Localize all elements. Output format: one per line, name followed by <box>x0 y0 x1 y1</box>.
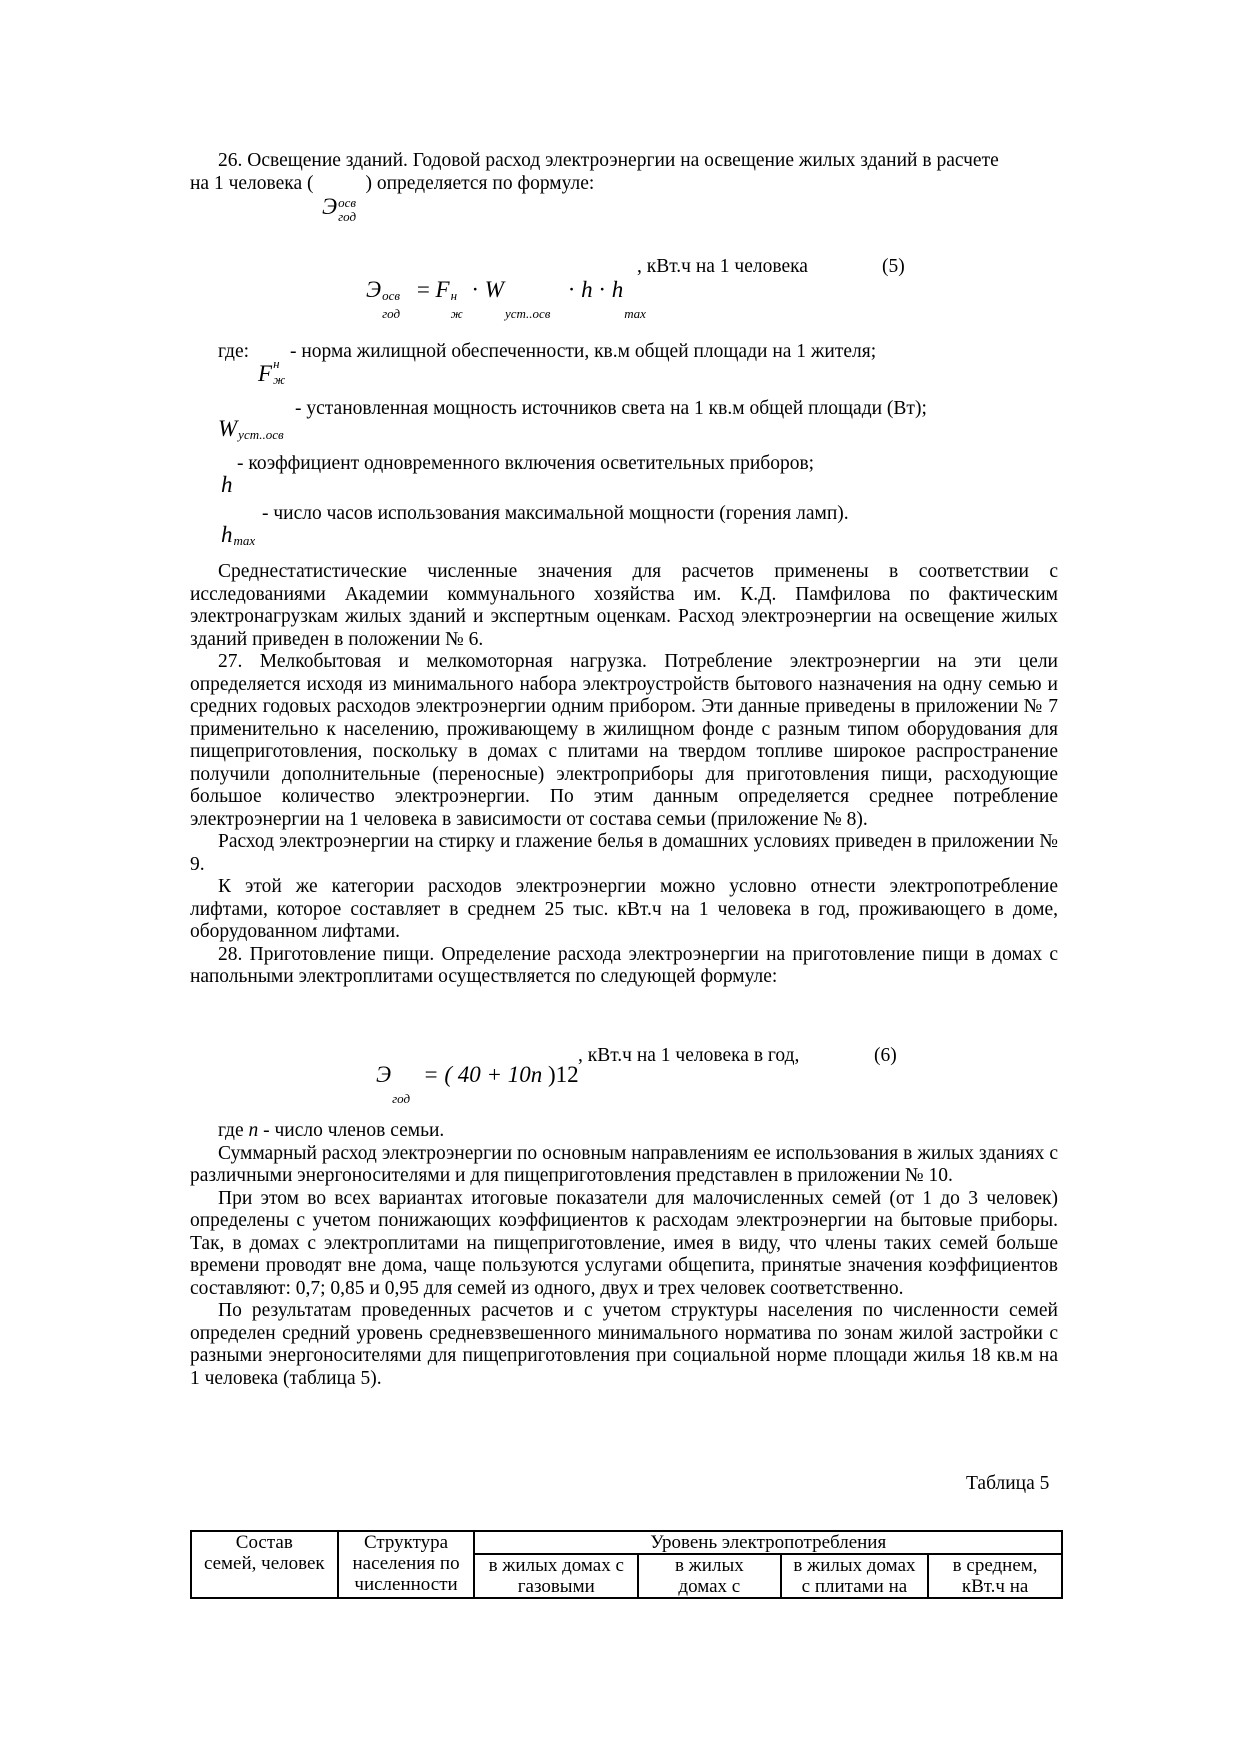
formula5 <box>366 277 649 321</box>
th-gas <box>474 1554 638 1598</box>
sup-osv: осв <box>338 195 356 210</box>
p-laundry: Расход электроэнергии на стирку и глажение белья в домашних условиях приведен в приложении № 9. <box>190 831 1058 875</box>
th-struct-2: населения по <box>352 1553 460 1574</box>
p-where-n <box>190 1120 1058 1143</box>
p-total: Суммарный расход электроэнергии по основным направлениям ее использования в жилых зданиях с различными энергоносителями и для пищеприготовления представлен в приложении № 10. <box>190 1142 1058 1186</box>
sym-hmax <box>221 522 256 548</box>
p-28: 28. Приготовление пищи. Определение расхода электроэнергии на приготовление пищи в домах с напольными электроплитами осуществляется по следующей формуле: <box>190 943 1058 987</box>
f6-expr-a: = ( 40 + 10 <box>423 1062 531 1087</box>
th-struct <box>338 1531 475 1598</box>
formula5-unit: , кВт.ч на 1 человека <box>637 256 808 277</box>
th-solid-2: с плитами на <box>801 1576 908 1597</box>
sym-f-zh <box>258 356 286 387</box>
sym-h <box>221 474 233 497</box>
sym-f-sup-n: н <box>273 356 280 371</box>
f5-hmax: h <box>611 277 624 302</box>
formula6 <box>376 1062 579 1106</box>
formula6-number: (6) <box>874 1045 897 1066</box>
p-stats: Среднестатистические численные значения для расчетов применены в соответствии с исследованиями Академии коммунального хозяйства им. К.Д. Памфилова по фактическим электронагрузкам жилых зданий и экспертным оценкам. Расход электроэнергии на освещение жилых зданий приведен в положении № 6. <box>190 561 1058 650</box>
sym-w: W <box>218 416 238 441</box>
symbol-e-god-osv <box>322 194 357 224</box>
sym-hmax-letter: h <box>221 522 233 547</box>
p-lifts: К этой же категории расходов электроэнергии можно условно отнести электропотребление лифтами, которое составляет в среднем 25 тыс. кВт.ч на 1 человека в год, проживающего в доме, оборудованном лифтами. <box>190 876 1058 942</box>
f6-sub-god: год <box>392 1091 411 1106</box>
th-average <box>928 1554 1062 1598</box>
p-27: 27. Мелкобытовая и мелкомоторная нагрузка. Потребление электроэнергии на эти цели определяется исходя из минимального набора электроустройств бытового назначения на одну семью и средних годовых расходов электроэнергии одним прибором. Эти данные приведены в приложении № 7 применительно к населению, проживающему в жилищном фонде с разным типом оборудования для пищеприготовления, поскольку в домах с плитами на твердом топливе широкое распространение получили дополнительные (переносные) электроприборы для приготовления пищи, расходующие большое количество электроэнергии. По этим данным определяется среднее потребление электроэнергии на 1 человека в зависимости от состава семьи (приложение № 8). <box>190 651 1058 830</box>
def-w: - установленная мощность источников света на 1 кв.м общей площади (Вт); <box>295 398 927 419</box>
sym-f-sub-zh: ж <box>273 372 286 387</box>
f5-dot1: · <box>471 277 480 302</box>
th-gas-1: в жилых домах с <box>488 1555 624 1576</box>
f6-expr-b: )12 <box>542 1062 579 1087</box>
text-block-1 <box>190 561 1058 989</box>
f5-h: h <box>581 277 593 302</box>
f5-sup-osv: осв <box>382 288 400 303</box>
f6-n: n <box>530 1062 543 1087</box>
f5-dot2: · <box>567 277 576 302</box>
th-average-1: в среднем, <box>952 1555 1038 1576</box>
formula5-number: (5) <box>882 256 905 277</box>
def-hmax: - число часов использования максимальной мощности (горения ламп). <box>262 503 849 524</box>
sym-w-ust <box>218 416 284 442</box>
table-caption: Таблица 5 <box>966 1473 1050 1494</box>
f5-sub-ust: уст..осв <box>504 306 551 321</box>
p26-line2-a: на 1 человека ( <box>190 173 314 194</box>
table-header-row-1 <box>191 1531 1062 1554</box>
sym-f: F <box>258 361 273 386</box>
th-sostav-2: семей, человек <box>203 1553 325 1574</box>
th-sostav <box>191 1531 338 1598</box>
p26-line1: 26. Освещение зданий. Годовой расход электроэнергии на освещение жилых зданий в расчете <box>218 150 999 171</box>
where-label: где: <box>218 341 250 362</box>
f6-e: Э <box>376 1062 392 1087</box>
where-n-var: n <box>248 1120 259 1141</box>
f5-e: Э <box>366 277 382 302</box>
sym-h-letter: h <box>221 472 233 497</box>
f5-sup-n: н <box>450 288 458 303</box>
th-electric-1: в жилых <box>674 1555 744 1576</box>
f5-sub-max: max <box>624 306 646 321</box>
th-gas-2: газовыми <box>517 1576 595 1597</box>
f5-eq: = <box>416 277 430 302</box>
th-solid-1: в жилых домах <box>793 1555 916 1576</box>
th-solid <box>781 1554 929 1598</box>
where-n-a: где <box>218 1120 249 1141</box>
th-average-2: кВт.ч на <box>961 1576 1029 1597</box>
p26-line2-b: ) определяется по формуле: <box>365 173 595 194</box>
th-electric <box>638 1554 781 1598</box>
th-level: Уровень электропотребления <box>474 1531 1062 1554</box>
f5-sub-god: год <box>382 306 401 321</box>
f5-sub-zh: ж <box>450 306 463 321</box>
where-n-c: - число членов семьи. <box>258 1120 445 1141</box>
f5-dot3: · <box>598 277 607 302</box>
f5-f: F <box>435 277 450 302</box>
th-sostav-1: Состав <box>235 1532 293 1553</box>
th-struct-3: численности <box>354 1574 458 1595</box>
def-f: - норма жилищной обеспеченности, кв.м общей площади на 1 жителя; <box>290 341 877 362</box>
sym-hmax-sub: max <box>233 533 256 548</box>
sym-w-sub: уст..осв <box>238 427 284 442</box>
p-results: По результатам проведенных расчетов и с учетом структуры населения по численности семей определен средний уровень средневзвешенного минимального норматива по зонам жилой застройки с разными энергоносителями для пищеприготовления при социальной норме площади жилья 18 кв.м на 1 человека (таблица 5). <box>190 1300 1058 1389</box>
th-struct-1: Структура <box>363 1532 449 1553</box>
table-5 <box>190 1530 1063 1599</box>
f5-w: W <box>484 277 504 302</box>
def-h: - коэффициент одновременного включения осветительных приборов; <box>237 453 815 474</box>
text-block-2 <box>190 1120 1058 1390</box>
sub-god: год <box>338 209 357 224</box>
symbol-e: Э <box>322 194 338 219</box>
p-small: При этом во всех вариантах итоговые показатели для малочисленных семей (от 1 до 3 человек) определены с учетом понижающих коэффициентов к расходам электроэнергии на бытовые приборы. Так, в домах с электроплитами на пищеприготовление, имея в виду, что члены таких семей больше времени проводят вне дома, чаще пользуются услугами общепита, принятые значения коэффициентов составляют: 0,7; 0,85 и 0,95 для семей из одного, двух и трех человек соответственно. <box>190 1187 1058 1299</box>
th-electric-2: домах с <box>678 1576 741 1597</box>
formula6-unit: , кВт.ч на 1 человека в год, <box>578 1045 800 1066</box>
p26-line2 <box>190 173 594 196</box>
